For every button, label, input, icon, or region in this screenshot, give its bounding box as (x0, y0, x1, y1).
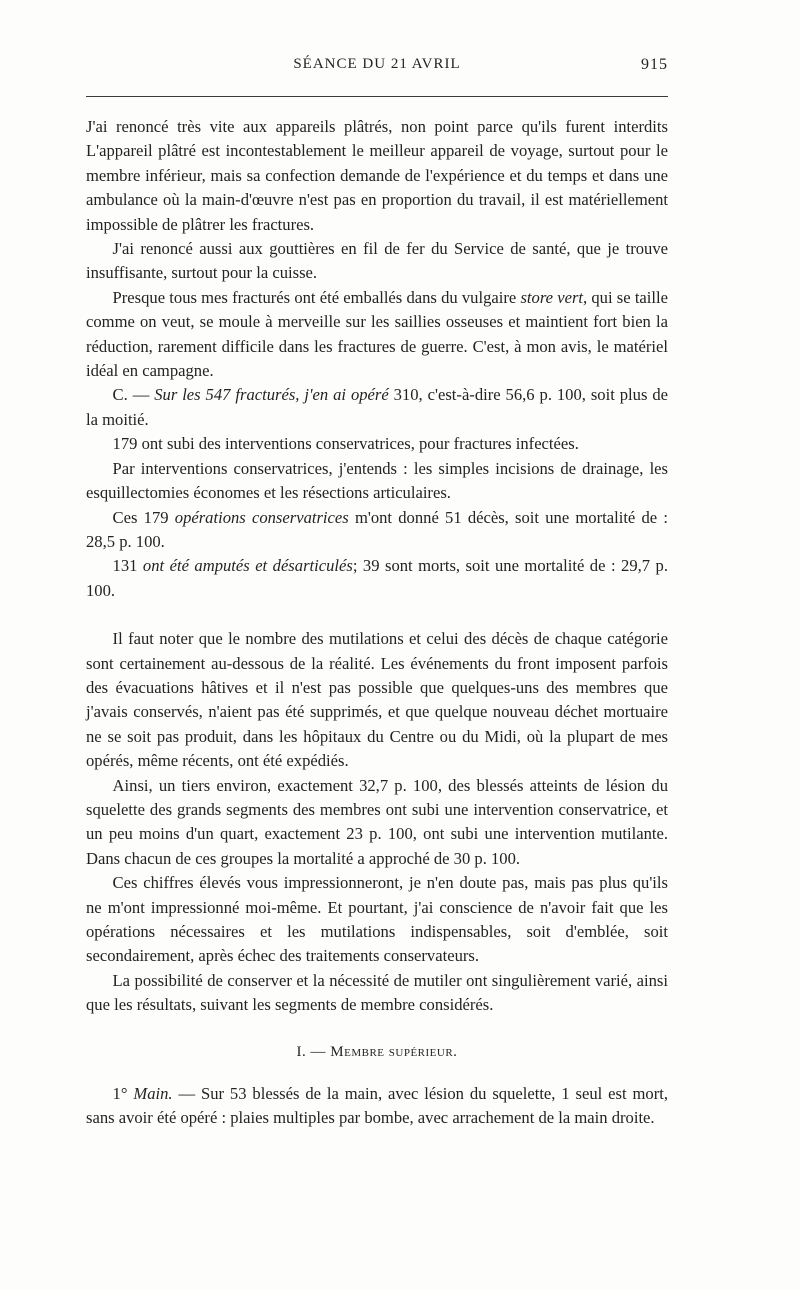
paragraph-text: 131 (112, 556, 143, 576)
paragraph-plaster: J'ai renoncé très vite aux appareils plâtrés, non point parce qu'ils furent interdits L'appareil plâtré est incontestablement le meilleur appareil de voyage, surtout pour le membre inférieur, mais sa confection demande de l'expérience et du temps et dans une ambulance où la main-d'œuvre n'est pas en proportion du travail, il est matériellement impossible de plâtrer les fractures. (86, 117, 668, 234)
italic-term: opérations conservatrices (174, 507, 349, 527)
italic-term: ont été amputés et désarticulés (142, 556, 353, 576)
paragraph-text: Presque tous mes fracturés ont été emballés dans du vulgaire (112, 287, 521, 307)
paragraph-text: — Sur 53 blessés de la main, avec lésion du squelette, 1 seul est mort, sans avoir été opéré : plaies multiples par bombe, avec arrachement de la main droite. (86, 1084, 668, 1128)
paragraph-figures: Ces chiffres élevés vous impressionneront, je n'en doute pas, mais pas plus qu'ils ne m'ont impressionné moi-même. Et pourtant, j'ai conscience de n'avoir fait que les opérations nécessaires et les mutilations indispensables, soit d'emblée, soit secondairement, après échec des traitements conservateurs. (86, 873, 668, 966)
running-header (86, 56, 668, 80)
paragraph-gutters: J'ai renoncé aussi aux gouttières en fil de fer du Service de santé, que je trouve insuffisante, surtout pour la cuisse. (86, 239, 668, 283)
section-title: Membre supérieur. (330, 1043, 458, 1060)
italic-term: Sur les 547 fracturés, j'en ai opéré (154, 385, 389, 405)
italic-term: store vert (520, 287, 584, 307)
paragraph-definition: Par interventions conservatrices, j'entends : les simples incisions de drainage, les esquillectomies économes et les résections articulaires. (86, 458, 668, 503)
paragraph-conservative-count: 179 ont subi des interventions conservatrices, pour fractures infectées. (112, 434, 579, 454)
paragraph-segments: La possibilité de conserver et la nécessité de mutiler ont singulièrement varié, ainsi que les résultats, suivant les segments de membre considérés. (86, 970, 668, 1015)
paragraph-text: m'ont donné 51 décès, soit une mortalité de : 28,5 p. 100. (86, 507, 668, 551)
paragraph-store-vert (86, 286, 668, 384)
paragraph-text: C. — (112, 385, 155, 405)
paragraph-text: 310, c'est-à-dire 56,6 p. 100, soit plus de la moitié. (86, 385, 669, 429)
header-rule (86, 96, 668, 97)
paragraph-text: , qui se taille comme on veut, se moule à merveille sur les saillies osseuses et maintient fort bien la réduction, rarement difficile dans les fractures de guerre. C'est, à mon avis, le matériel idéal en campagne. (86, 287, 668, 381)
section-number: I. — (296, 1043, 327, 1060)
running-title: SÉANCE DU 21 AVRIL (293, 56, 461, 72)
paragraph-hand (86, 1082, 668, 1131)
section-heading (86, 1040, 668, 1064)
paragraph-text: 1° (112, 1084, 134, 1104)
page-number: 915 (641, 56, 668, 73)
paragraph-proportions: Ainsi, un tiers environ, exactement 32,7 p. 100, des blessés atteints de lésion du squelette des grands segments des membres ont subi une intervention conservatrice, et un peu moins d'un quart, exactement 23 p. 100, ont subi une intervention mutilante. Dans chacun de ces groupes la mortalité a approché de 30 p. 100. (86, 775, 668, 868)
paragraph-text: Ces 179 (112, 507, 175, 527)
body-text (86, 115, 668, 1131)
paragraph-conservative-mortality (86, 506, 668, 555)
paragraph-operated (86, 383, 668, 432)
paragraph-amputation-mortality (86, 554, 668, 603)
paragraph-underestimate: Il faut noter que le nombre des mutilations et celui des décès de chaque catégorie sont certainement au-dessous de la réalité. Les événements du front imposent parfois des évacuations hâtives et il n'est pas possible que quelques-uns des membres que j'avais conservés, n'aient pas été supprimés, et que quelque nouveau déchet mortuaire ne se soit pas produit, dans les hôpitaux du Centre ou du Midi, où la plupart de mes opérés, même récents, ont été expédiés. (86, 629, 668, 771)
italic-term: Main. (133, 1084, 173, 1104)
paragraph-text: ; 39 sont morts, soit une mortalité de : 29,7 p. 100. (86, 556, 668, 600)
